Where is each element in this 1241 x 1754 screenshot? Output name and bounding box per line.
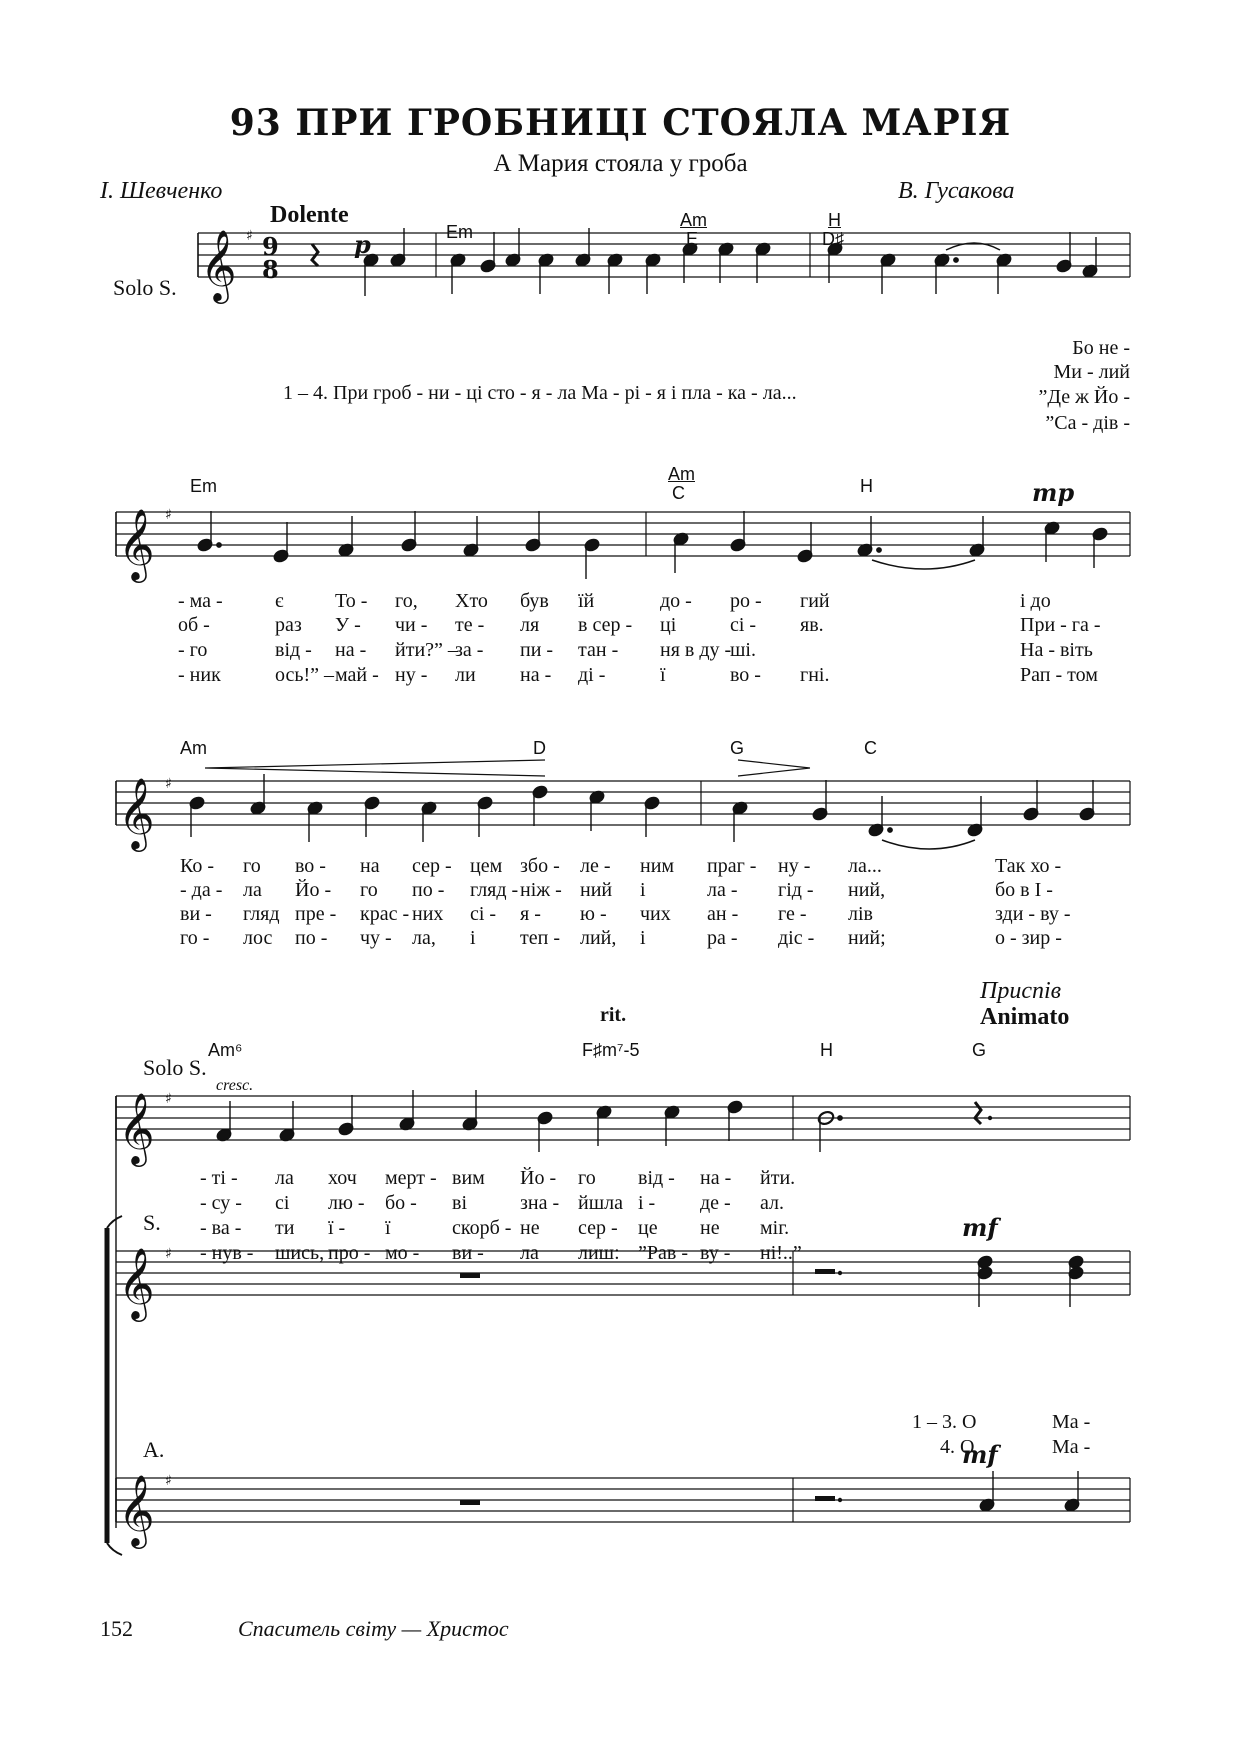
lyric-syllable: - ва - [200,1217,242,1239]
lyric-syllable: чих [640,903,671,925]
lyric-syllable: Так хо - [995,855,1062,877]
refrain-label: Приспів [980,978,1062,1004]
svg-text:9: 9 [262,232,279,261]
rit-marking: rit. [600,1004,627,1026]
lyric-syllable: чи - [395,614,428,636]
notes-system-3 [188,774,1095,842]
lyric-syllable: ла [275,1167,294,1189]
lyric-syllable: ти [275,1217,295,1239]
lyric-syllable: і - [638,1192,656,1214]
lyric-syllable: вим [452,1167,485,1189]
lyric-syllable: ді - [578,664,606,686]
dynamic-p: p [354,230,371,259]
tempo-animato: Animato [980,1004,1070,1030]
whole-rest-icon [460,1273,480,1278]
lyric-syllable: на - [700,1167,732,1189]
lyric-syllable: і [470,927,476,949]
lyric-syllable: Рап - том [1020,664,1098,686]
staff-label-solo-2: Solo S. [143,1055,207,1080]
chord: Em [446,222,473,242]
song-subtitle: А Мария стояла у гроба [493,150,748,177]
lyric-syllable: ла [243,879,262,901]
treble-clef-icon: 𝄞 [118,1473,155,1546]
lyric-syllable: зна - [520,1192,560,1214]
lyric-syllable: лю - [328,1192,365,1214]
lyrics-soprano: 1 – 3. О [912,1411,977,1433]
lyric-syllable: сер - [412,855,452,877]
lyric-syllable: гий [800,590,830,612]
lyric-syllable: ан - [707,903,739,925]
lyric-syllable: ви - [452,1242,484,1264]
lyric-syllable: і до [1020,590,1051,612]
lyric-syllable: ро - [730,590,762,612]
composer: В. Гусакова [898,178,1015,204]
notes-alto [978,1471,1080,1513]
lyric-syllable: пи - [520,639,554,661]
lyric-syllable: ю - [580,903,607,925]
sharp-icon: ♯ [165,507,172,523]
lyric-syllable: збо - [520,855,560,877]
lyric-syllable: лів [848,903,873,925]
lyric-syllable: ла, [412,927,436,949]
lyric-syllable: - да - [180,879,223,901]
lyrics-soprano: 4. О [940,1436,975,1458]
lyric-syllable: хоч [328,1167,357,1189]
chord: D♯ [822,229,844,249]
lyric-syllable: Хто [455,590,488,612]
lyric-syllable: - го [178,639,208,661]
lyric-syllable: То - [335,590,368,612]
sharp-icon: ♯ [165,1091,172,1107]
svg-text:8: 8 [262,255,279,284]
treble-clef-icon: 𝄞 [200,228,237,301]
lyric-syllable: ну - [395,664,428,686]
time-signature [262,232,279,284]
lyric-syllable: гляд [243,903,280,925]
lyric-syllable: май - [335,664,379,686]
lyrics-pickup: Бо не - [1072,337,1130,359]
chord: C [864,738,877,758]
lyric-syllable: бо в І - [995,879,1053,901]
dynamic-mp: mp [1032,478,1075,507]
lyric-syllable: го [578,1167,596,1189]
lyric-syllable: ля [520,614,540,636]
lyric-syllable: йти?” – [395,639,458,661]
staff-label-solo: Solo S. [113,275,177,300]
lyric-syllable: У - [335,614,361,636]
song-number: 93 [229,102,282,144]
chord: Am [680,210,707,230]
lyric-syllable: мерт - [385,1167,437,1189]
lyric-syllable: - ма - [178,590,223,612]
lyric-syllable: го [243,855,261,877]
lyric-syllable: по - [412,879,445,901]
chord: Am⁶ [208,1040,243,1060]
tempo-dolente: Dolente [270,202,349,228]
lyric-syllable: - ті - [200,1167,238,1189]
lyric-syllable: ці [660,614,677,636]
lyric-syllable: ла [520,1242,539,1264]
sharp-icon: ♯ [165,1246,172,1262]
lyrics-pickup: Ми - лий [1053,361,1130,383]
lyric-syllable: ла - [707,879,738,901]
lyric-syllable: во - [295,855,326,877]
lyric-syllable: на - [520,664,552,686]
lyrics-soprano: Ма - [1052,1436,1091,1458]
lyric-syllable: ла... [848,855,882,877]
quarter-rest-icon [975,1102,981,1124]
lyrics-soprano: Ма - [1052,1411,1091,1433]
lyric-syllable: від - [275,639,312,661]
lyric-syllable: ра - [707,927,738,949]
lyric-syllable: ніж - [520,879,562,901]
staff-system-3 [116,781,1130,825]
lyric-syllable: міг. [760,1217,790,1239]
lyric-syllable: не [700,1217,720,1239]
chord: Am [180,738,207,758]
lyric-syllable: Йо - [520,1167,557,1189]
lyric-syllable: - су - [200,1192,242,1214]
lyric-syllable: до - [660,590,692,612]
chord: Em [190,476,217,496]
lyric-syllable: ге - [778,903,807,925]
chord: F♯m⁷-5 [582,1040,640,1060]
lyric-syllable: скорб - [452,1217,512,1239]
lyric-syllable: Ко - [180,855,215,877]
lyric-syllable: ну - [778,855,811,877]
lyric-syllable: про - [328,1242,371,1264]
lyric-syllable: і [640,927,646,949]
lyric-syllable: був [520,590,549,612]
lyric-syllable: цем [470,855,503,877]
chord: G [972,1040,987,1060]
lyric-syllable: лий, [580,927,617,949]
page-number: 152 [100,1616,133,1641]
half-rest-icon [815,1496,835,1501]
lyric-syllable: не [520,1217,540,1239]
lyrics-pickup: ”Са - дів - [1045,412,1130,434]
lyric-syllable: ле - [580,855,611,877]
tie [882,840,975,849]
lyric-syllable: ”Рав - [638,1242,688,1264]
lyric-syllable: ву - [700,1242,731,1264]
lyric-syllable: тан - [578,639,619,661]
lyric-syllable: гні. [800,664,830,686]
decrescendo-hairpin [738,760,810,776]
lyric-syllable: бо - [385,1192,417,1214]
lyric-syllable: ні!..” [760,1242,802,1264]
lyric-syllable: ї - [328,1217,346,1239]
crescendo-hairpin [200,760,545,776]
lyric-syllable: діс - [778,927,815,949]
lyric-syllable: за - [455,639,484,661]
lyric-syllable: го - [180,927,210,949]
lyric-syllable: праг - [707,855,757,877]
treble-clef-icon: 𝄞 [118,1246,155,1319]
chord: H [820,1040,833,1060]
lyric-syllable: те - [455,614,485,636]
staff-system-1 [198,233,1130,277]
lyric-syllable: де - [700,1192,731,1214]
chord: Am [668,464,695,484]
lyric-syllable: ї [660,664,666,686]
lyric-syllable: шись, [275,1242,325,1264]
lyric-syllable: йшла [578,1192,623,1214]
lyric-syllable: сі - [730,614,757,636]
lyric-syllable: гляд - [470,879,519,901]
chord: C [672,483,685,503]
lyric-syllable: Йо - [295,879,332,901]
lyric-syllable: крас - [360,903,410,925]
lyric-syllable: На - віть [1020,639,1093,661]
song-title-text: ПРИ ГРОБНИЦІ СТОЯЛА МАРІЯ [295,102,1012,144]
book-title: Спаситель світу — Христос [238,1616,509,1641]
lyric-syllable: по - [295,927,328,949]
lyric-syllable: ші. [730,639,756,661]
lyric-syllable: ві [452,1192,467,1214]
sharp-icon: ♯ [165,1473,172,1489]
treble-clef-icon: 𝄞 [118,1091,155,1164]
sharp-icon: ♯ [246,228,253,244]
lyric-syllable: зди - ву - [995,903,1071,925]
lyric-syllable: сі [275,1192,290,1214]
treble-clef-icon: 𝄞 [118,507,155,580]
lyric-syllable: лос [243,927,273,949]
staff-system-4-solo [116,1096,1130,1140]
chord: D [533,738,546,758]
lyric-syllable: їй [578,590,595,612]
chord: E [686,229,699,249]
lyric-syllable: теп - [520,927,560,949]
lyric-syllable: ви - [180,903,212,925]
lyric-syllable: ал. [760,1192,785,1214]
lyric-syllable: в сер - [578,614,633,636]
tie [872,560,975,569]
lyric-syllable: сер - [578,1217,618,1239]
sharp-icon: ♯ [165,776,172,792]
lyric-syllable: ний, [848,879,886,901]
lyric-syllable: від - [638,1167,675,1189]
lyric-syllable: мо - [385,1242,420,1264]
lyric-syllable: є [275,590,284,612]
lyric-syllable: них [412,903,444,925]
lyric-syllable: на - [335,639,367,661]
lyric-syllable: го, [395,590,418,612]
lyric-syllable: ня в ду - [660,639,732,661]
notes-system-4 [215,1090,842,1152]
lyric-syllable: лиш: [578,1242,620,1264]
chord: H [860,476,873,496]
lyricist: І. Шевченко [100,178,223,204]
lyric-syllable: чу - [360,927,392,949]
lyric-syllable: я - [520,903,541,925]
lyrics-pickup: ”Де ж Йо - [1038,386,1130,408]
lyric-syllable: об - [178,614,210,636]
lyric-syllable: раз [275,614,302,636]
lyric-syllable: гід - [778,879,814,901]
lyric-syllable: на [360,855,380,877]
staff-alto [116,1478,1130,1522]
whole-rest-icon [460,1500,480,1505]
lyric-syllable: - ник [178,664,221,686]
treble-clef-icon: 𝄞 [118,776,155,849]
lyric-syllable: яв. [800,614,824,636]
chord: H [828,210,841,230]
half-rest-icon [815,1269,835,1274]
lyric-syllable: сі - [470,903,497,925]
dynamic-mf-alto: mf [962,1440,998,1469]
chord: G [730,738,745,758]
dynamic-mf-soprano: mf [962,1213,998,1242]
lyric-syllable: пре - [295,903,337,925]
lyric-syllable: ї [385,1217,391,1239]
lyric-syllable: ний; [848,927,886,949]
staff-label-soprano: S. [143,1210,161,1235]
lyric-syllable: ний [580,879,613,901]
lyric-syllable: це [638,1217,658,1239]
lyric-syllable: о - зир - [995,927,1062,949]
lyric-syllable: йти. [760,1167,796,1189]
lyric-syllable: і [640,879,646,901]
lyric-syllable: ним [640,855,675,877]
lyric-syllable: го [360,879,378,901]
lyric-syllable: ли [455,664,476,686]
cresc-marking: cresc. [216,1077,254,1094]
staff-label-alto: A. [143,1437,165,1462]
lyric-syllable: При - га - [1020,614,1101,636]
lyric-syllable: - нув - [200,1242,254,1264]
lyric-syllable: ось!” – [275,664,335,686]
lyric-syllable: во - [730,664,761,686]
lyrics-line: 1 – 4. При гроб - ни - ці сто - я - ла Ма - рі - я і пла - ка - ла... [283,382,797,404]
